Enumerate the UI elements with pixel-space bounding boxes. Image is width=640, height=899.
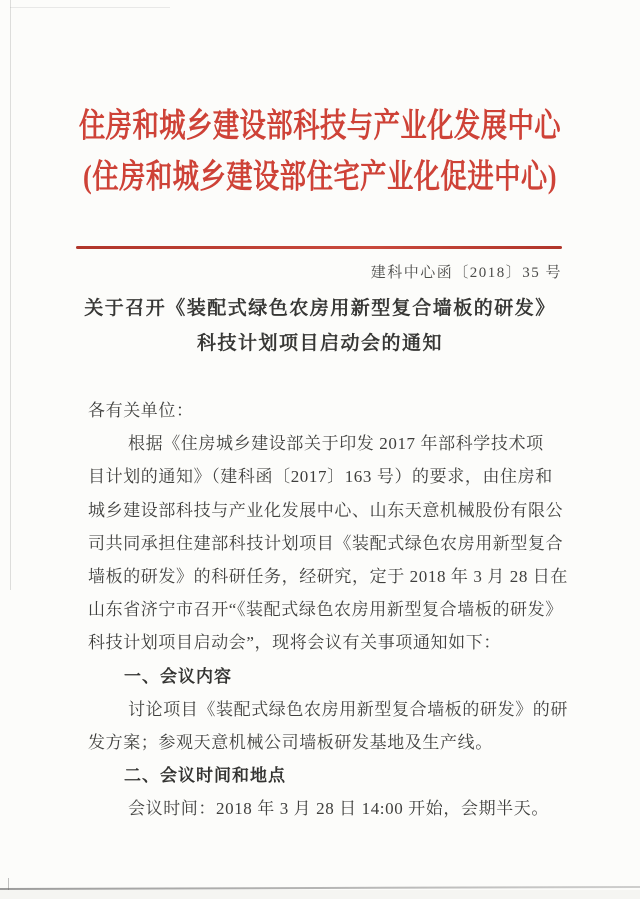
body-line: 发方案；参观天意机械公司墙板研发基地及生产线。: [88, 733, 493, 753]
document-title-line1: 关于召开《装配式绿色农房用新型复合墙板的研发》: [84, 298, 556, 319]
letterhead-divider-rule: [76, 246, 562, 249]
scan-top-edge: [10, 7, 170, 8]
body-line: 科技计划项目启动会”，现将会议有关事项通知如下：: [88, 633, 501, 653]
body-line: 城乡建设部科技与产业化发展中心、山东天意机械股份有限公: [88, 500, 564, 520]
body-line: 讨论项目《装配式绿色农房用新型复合墙板的研发》的研: [128, 699, 568, 719]
body-line: 墙板的研发》的科研任务，经研究，定于 2018 年 3 月 28 日在: [88, 567, 568, 587]
section-heading-meeting-time-place: 二、会议时间和地点: [124, 766, 286, 786]
salutation: 各有关单位：: [88, 401, 194, 420]
letterhead-org-alt-name: (住房和城乡建设部住宅产业化促进中心): [83, 159, 557, 196]
body-line: 目计划的通知》（建科函〔2017〕163 号）的要求，由住房和: [88, 467, 553, 487]
body-line: 司共同承担住建部科技计划项目《装配式绿色农房用新型复合: [88, 533, 564, 553]
body-line: 根据《住房城乡建设部关于印发 2017 年部科学技术项: [128, 434, 544, 454]
body-line: 山东省济宁市召开“《装配式绿色农房用新型复合墙板的研发》: [88, 600, 563, 620]
document-body: [88, 394, 570, 826]
letterhead-org-name: 住房和城乡建设部科技与产业化发展中心: [78, 108, 562, 145]
section-heading-meeting-content: 一、会议内容: [124, 666, 232, 686]
document-title: [0, 291, 640, 361]
body-line-meeting-time: 会议时间：2018 年 3 月 28 日 14:00 开始，会期半天。: [128, 799, 549, 819]
document-reference-number: 建科中心函〔2018〕35 号: [370, 265, 562, 281]
scan-bottom-strip: [0, 890, 640, 899]
letterhead: [0, 101, 640, 203]
document-title-line2: 科技计划项目启动会的通知: [196, 333, 443, 354]
